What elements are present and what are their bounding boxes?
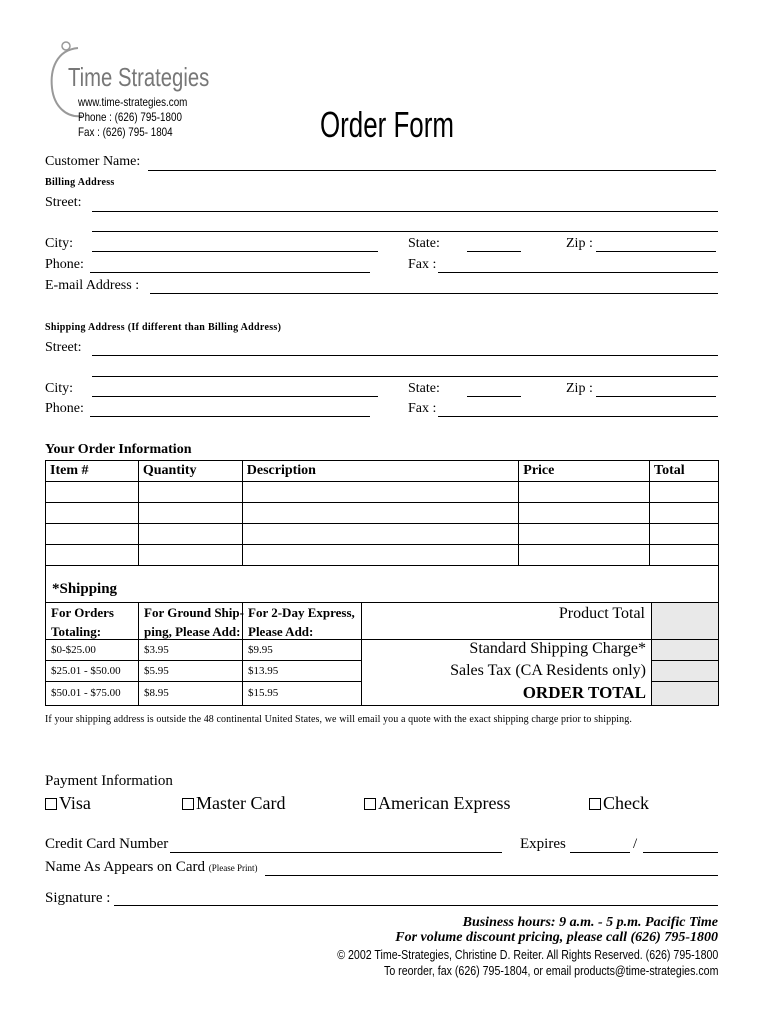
rate-range-cell (45, 681, 139, 706)
rate-col2-line2: ping, Please Add: (144, 624, 241, 639)
rate-range-cell (45, 639, 139, 661)
shipping-street-field-2[interactable] (92, 376, 718, 377)
discount-note: For volume discount pricing, please call (626) 795-1800 (395, 930, 718, 945)
rate-range-text: $50.01 - $75.00 (51, 687, 121, 699)
quantity-cell[interactable] (138, 482, 242, 503)
billing-phone-label: Phone: (45, 257, 84, 272)
check-option[interactable] (589, 793, 649, 814)
item-cell[interactable] (46, 503, 139, 524)
amex-label: American Express (378, 793, 511, 813)
billing-state-field[interactable] (467, 251, 521, 252)
billing-street-field-2[interactable] (92, 231, 718, 232)
email-label: E-mail Address : (45, 278, 140, 293)
rate-col2-header (138, 602, 243, 640)
col-total: Total (650, 461, 719, 482)
item-cell[interactable] (46, 524, 139, 545)
mastercard-label: Master Card (196, 793, 286, 813)
card-name-label-group (45, 859, 257, 876)
shipping-state-label: State: (408, 381, 440, 396)
standard-shipping-label: Standard Shipping Charge* (469, 640, 646, 657)
expires-year-field[interactable] (643, 852, 718, 853)
billing-phone-field[interactable] (90, 272, 370, 273)
quantity-cell[interactable] (138, 545, 242, 566)
expires-month-field[interactable] (570, 852, 630, 853)
shipping-city-field[interactable] (92, 396, 378, 397)
billing-fax-field[interactable] (438, 272, 718, 273)
shipping-note: If your shipping address is outside the 48 continental United States, we will email you a quote with the exact shipping charge prior to shipping. (45, 714, 632, 725)
rate-range-cell (45, 660, 139, 682)
shipping-phone-field[interactable] (90, 416, 370, 417)
item-cell[interactable] (46, 545, 139, 566)
order-total-label: ORDER TOTAL (522, 683, 646, 702)
visa-option[interactable] (45, 793, 91, 814)
shipping-phone-label: Phone: (45, 401, 84, 416)
order-total-value[interactable] (651, 681, 719, 706)
billing-address-heading: Billing Address (45, 177, 115, 188)
card-name-note: (Please Print) (208, 863, 258, 873)
signature-label: Signature : (45, 890, 111, 906)
rate-express-text: $9.95 (248, 644, 273, 656)
quantity-cell[interactable] (138, 524, 242, 545)
checkbox-icon[interactable] (45, 798, 57, 810)
total-cell[interactable] (650, 482, 719, 503)
copyright: © 2002 Time-Strategies, Christine D. Reiter. All Rights Reserved. (626) 795-1800 (336, 948, 718, 962)
checkbox-icon[interactable] (589, 798, 601, 810)
business-hours: Business hours: 9 a.m. - 5 p.m. Pacific Time (462, 915, 718, 930)
check-label: Check (603, 793, 649, 813)
price-cell[interactable] (519, 482, 650, 503)
table-row (46, 482, 719, 503)
rate-ground-text: $3.95 (144, 644, 169, 656)
reorder-info: To reorder, fax (626) 795-1804, or email products@time-strategies.com (383, 964, 718, 978)
rate-express-cell (242, 681, 362, 706)
rate-range-text: $0-$25.00 (51, 644, 96, 656)
shipping-address-heading: Shipping Address (If different than Billing Address) (45, 322, 282, 333)
company-fax: Fax : (626) 795- 1804 (78, 125, 173, 139)
billing-fax-label: Fax : (408, 257, 437, 272)
billing-city-label: City: (45, 236, 74, 251)
rate-col3-header (242, 602, 362, 640)
total-cell[interactable] (650, 503, 719, 524)
billing-street-field[interactable] (92, 211, 718, 212)
table-row (46, 503, 719, 524)
visa-label: Visa (59, 793, 91, 813)
shipping-city-label: City: (45, 381, 74, 396)
order-table (45, 460, 719, 566)
shipping-zip-field[interactable] (596, 396, 716, 397)
price-cell[interactable] (519, 545, 650, 566)
order-table-header (46, 461, 719, 482)
billing-zip-label: Zip : (566, 236, 593, 251)
rate-express-cell (242, 660, 362, 682)
mastercard-option[interactable] (182, 793, 285, 814)
expires-label: Expires (520, 836, 566, 852)
col-description: Description (242, 461, 519, 482)
col-price: Price (519, 461, 650, 482)
rate-ground-cell (138, 681, 243, 706)
rate-col3-line1: For 2-Day Express, (248, 605, 355, 620)
description-cell[interactable] (242, 503, 519, 524)
company-phone: Phone : (626) 795-1800 (78, 110, 182, 124)
rate-ground-text: $5.95 (144, 665, 169, 677)
product-total-label-cell (361, 602, 652, 640)
company-website: www.time-strategies.com (78, 95, 188, 109)
card-name-field[interactable] (265, 875, 718, 876)
order-info-heading: Your Order Information (45, 442, 192, 457)
signature-field[interactable] (114, 905, 718, 906)
sales-tax-value[interactable] (651, 660, 719, 682)
shipping-charge-value[interactable] (651, 639, 719, 661)
shipping-zip-label: Zip : (566, 381, 593, 396)
rate-ground-text: $8.95 (144, 687, 169, 699)
rate-express-text: $13.95 (248, 665, 279, 677)
company-logo-text: Time Strategies (68, 62, 210, 92)
description-cell[interactable] (242, 545, 519, 566)
description-cell[interactable] (242, 524, 519, 545)
payment-heading: Payment Information (45, 773, 173, 789)
table-row (46, 524, 719, 545)
card-number-label: Credit Card Number (45, 836, 169, 852)
col-item: Item # (46, 461, 139, 482)
rate-ground-cell (138, 660, 243, 682)
billing-street-label: Street: (45, 195, 82, 210)
rate-express-cell (242, 639, 362, 661)
quantity-cell[interactable] (138, 503, 242, 524)
total-cell[interactable] (650, 545, 719, 566)
shipping-fax-field[interactable] (438, 416, 718, 417)
expires-separator: / (633, 836, 638, 852)
shipping-street-label: Street: (45, 340, 82, 355)
billing-state-label: State: (408, 236, 440, 251)
email-field[interactable] (150, 293, 718, 294)
col-quantity: Quantity (138, 461, 242, 482)
total-cell[interactable] (650, 524, 719, 545)
amex-option[interactable] (364, 793, 510, 814)
rate-express-text: $15.95 (248, 687, 279, 699)
card-name-label: Name As Appears on Card (45, 859, 205, 875)
item-cell[interactable] (46, 482, 139, 503)
rate-col3-line2: Please Add: (248, 624, 314, 639)
page-title: Order Form (320, 104, 454, 145)
shipping-state-field[interactable] (467, 396, 521, 397)
customer-name-label: Customer Name: (45, 154, 141, 169)
checkbox-icon[interactable] (364, 798, 376, 810)
card-number-field[interactable] (170, 852, 502, 853)
product-total-label: Product Total (558, 605, 645, 622)
price-cell[interactable] (519, 524, 650, 545)
billing-zip-field[interactable] (596, 251, 716, 252)
rate-ground-cell (138, 639, 243, 661)
rate-col1-line1: For Orders (51, 605, 114, 620)
checkbox-icon[interactable] (182, 798, 194, 810)
table-row (46, 545, 719, 566)
rate-col2-line1: For Ground Ship- (144, 605, 244, 620)
description-cell[interactable] (242, 482, 519, 503)
customer-name-field[interactable] (148, 170, 716, 171)
billing-city-field[interactable] (92, 251, 378, 252)
product-total-value[interactable] (651, 602, 719, 640)
rate-range-text: $25.01 - $50.00 (51, 665, 121, 677)
sales-tax-label: Sales Tax (CA Residents only) (450, 662, 646, 679)
shipping-heading: *Shipping (52, 581, 118, 597)
shipping-street-field[interactable] (92, 355, 718, 356)
shipping-fax-label: Fax : (408, 401, 437, 416)
rate-col1-header (45, 602, 139, 640)
price-cell[interactable] (519, 503, 650, 524)
rate-col1-line2: Totaling: (51, 624, 102, 639)
